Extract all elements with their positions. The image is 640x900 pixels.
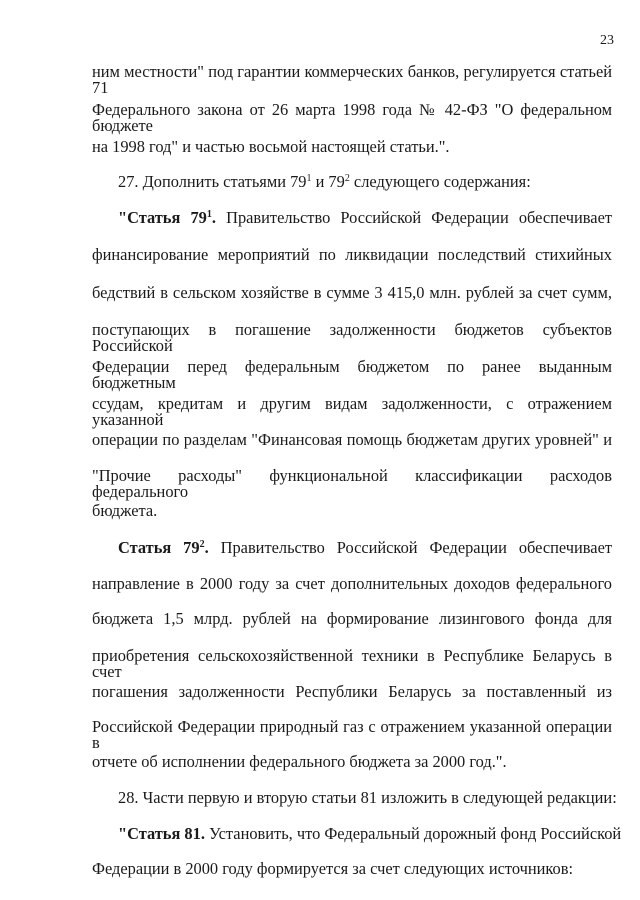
superscript: 2 — [344, 173, 350, 184]
text-line: ссудам, кредитам и другим видам задолженности, с отражением указанной — [92, 394, 612, 430]
text-line: Федерации перед федеральным бюджетом по ранее выданным бюджетным — [92, 357, 612, 393]
text-line: приобретения сельскохозяйственной техники в Республике Беларусь в счет — [92, 646, 612, 682]
text-line: Федерации в 2000 году формируется за счет следующих источников: — [92, 859, 574, 878]
page-number: 23 — [600, 33, 614, 48]
article-text: Правительство Российской Федерации обеспечивает — [226, 208, 613, 227]
text-line: на 1998 год" и частью восьмой настоящей статьи.". — [92, 137, 450, 156]
article-81-heading-line — [118, 824, 622, 843]
item-27 — [118, 174, 612, 190]
article-title: "Статья 81. — [118, 824, 205, 843]
text-line: ним местности" под гарантии коммерческих банков, регулируется статьей 71 — [92, 62, 612, 98]
article-79-2-heading-line — [118, 540, 612, 558]
superscript: 1 — [306, 173, 312, 184]
article-title: Статья $79^2$. — [118, 538, 209, 557]
item-27-text: и 79 — [311, 172, 345, 191]
text-line: погашения задолженности Республики Беларусь за поставленный из — [92, 682, 612, 701]
article-title: "Статья $79^1$. — [118, 208, 216, 227]
text-line: отчете об исполнении федерального бюджета за 2000 год.". — [92, 752, 507, 771]
text-line: "Прочие расходы" функциональной классификации расходов федерального — [92, 466, 612, 502]
text-line: направление в 2000 году за счет дополнительных доходов федерального — [92, 574, 612, 593]
article-79-1-heading-line — [118, 210, 612, 228]
article-text: Установить, что Федеральный дорожный фонд Российской — [204, 824, 622, 843]
article-text: Правительство Российской Федерации обеспечивает — [220, 538, 613, 557]
text-line: операции по разделам "Финансовая помощь бюджетам других уровней" и — [92, 430, 612, 449]
item-27-text: 27. Дополнить статьями 79 — [118, 172, 307, 191]
text-line: бюджета 1,5 млрд. рублей на формирование лизингового фонда для — [92, 609, 612, 628]
item-28: 28. Части первую и вторую статьи 81 изложить в следующей редакции: — [118, 788, 617, 807]
text-line: Федерального закона от 26 марта 1998 года № 42-ФЗ "О федеральном бюджете — [92, 100, 612, 136]
item-27-text: следующего содержания: — [349, 172, 531, 191]
text-line: финансирование мероприятий по ликвидации последствий стихийных — [92, 245, 612, 264]
text-line: поступающих в погашение задолженности бюджетов субъектов Российской — [92, 320, 612, 356]
text-line: Российской Федерации природный газ с отражением указанной операции в — [92, 717, 612, 753]
text-line: бюджета. — [92, 501, 158, 520]
text-line: бедствий в сельском хозяйстве в сумме 3 415,0 млн. рублей за счет сумм, — [92, 283, 612, 302]
